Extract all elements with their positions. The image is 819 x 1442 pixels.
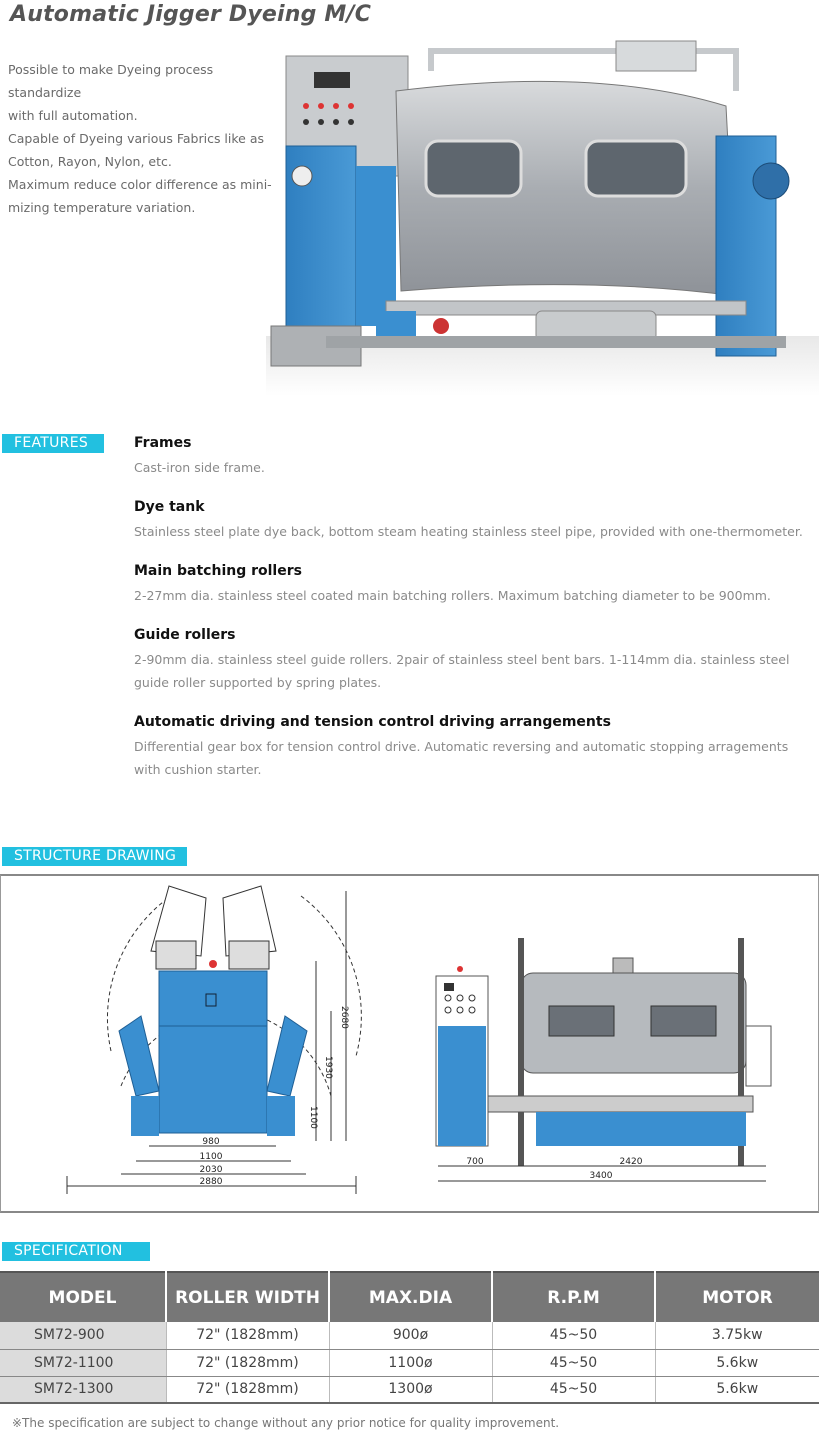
dim-label: 2880 <box>199 1177 223 1187</box>
feature-item <box>134 625 804 694</box>
col-header: ROLLER WIDTH <box>166 1272 329 1322</box>
spec-footnote: ※The specification are subject to change without any prior notice for quality improvement. <box>12 1416 560 1430</box>
structure-drawing <box>0 874 819 1213</box>
cell-motor: 3.75kw <box>655 1322 819 1349</box>
feature-desc: Differential gear box for tension control drive. Automatic reversing and automatic stopping arragements with cushion starter. <box>134 739 789 777</box>
cell-model: SM72-900 <box>0 1322 166 1349</box>
front-frame <box>159 971 267 1133</box>
feature-item <box>134 497 804 543</box>
cell-max-dia: 900ø <box>329 1322 492 1349</box>
structure-tag: STRUCTURE DRAWING <box>2 847 187 866</box>
table-row <box>0 1322 819 1349</box>
features-list <box>134 433 804 799</box>
feature-desc: 2-27mm dia. stainless steel coated main batching rollers. Maximum batching diameter to be 900mm. <box>134 588 771 603</box>
intro-line: mizing temperature variation. <box>8 200 196 215</box>
spec-table <box>0 1271 819 1404</box>
feature-title: Automatic driving and tension control driving arrangements <box>134 714 611 730</box>
dim-label: 1930 <box>323 1056 333 1079</box>
col-header: MAX.DIA <box>329 1272 492 1322</box>
dim-label: 2680 <box>339 1006 349 1029</box>
intro-text <box>8 58 278 219</box>
spec-header-row <box>0 1272 819 1322</box>
col-header: MODEL <box>0 1272 166 1322</box>
intro-line: with full automation. <box>8 108 138 123</box>
intro-line: Capable of Dyeing various Fabrics like as <box>8 131 264 146</box>
cell-max-dia: 1100ø <box>329 1349 492 1376</box>
dim-label: 1100 <box>308 1106 318 1129</box>
dim-label: 1100 <box>199 1152 223 1162</box>
cell-model: SM72-1300 <box>0 1376 166 1403</box>
dim-label: 700 <box>466 1157 484 1167</box>
machine-photo <box>266 36 819 396</box>
feature-desc: Cast-iron side frame. <box>134 460 265 475</box>
cell-motor: 5.6kw <box>655 1349 819 1376</box>
intro-line: Maximum reduce color difference as mini- <box>8 177 272 192</box>
feature-title: Dye tank <box>134 499 205 515</box>
feature-desc: 2-90mm dia. stainless steel guide rollers. 2pair of stainless steel bent bars. 1-114mm dia. stainless steel guide roller supported by spring plates. <box>134 652 790 690</box>
cell-rpm: 45~50 <box>492 1322 655 1349</box>
table-row <box>0 1349 819 1376</box>
intro-line: Possible to make Dyeing process standardize <box>8 62 214 100</box>
feature-desc: Stainless steel plate dye back, bottom steam heating stainless steel pipe, provided with one-thermometer. <box>134 524 803 539</box>
cell-max-dia: 1300ø <box>329 1376 492 1403</box>
side-view <box>436 938 771 1166</box>
intro-line: Cotton, Rayon, Nylon, etc. <box>8 154 172 169</box>
cell-roller-width: 72" (1828mm) <box>166 1322 329 1349</box>
cell-motor: 5.6kw <box>655 1376 819 1403</box>
feature-item <box>134 433 804 479</box>
feature-item <box>134 561 804 607</box>
feature-title: Guide rollers <box>134 627 236 643</box>
specification-tag: SPECIFICATION <box>2 1242 150 1261</box>
feature-title: Frames <box>134 435 192 451</box>
cell-roller-width: 72" (1828mm) <box>166 1349 329 1376</box>
cell-model: SM72-1100 <box>0 1349 166 1376</box>
feature-item <box>134 712 804 781</box>
dim-label: 3400 <box>589 1171 613 1181</box>
page-title: Automatic Jigger Dyeing M/C <box>10 2 372 27</box>
dim-label: 2420 <box>619 1157 643 1167</box>
dim-label: 980 <box>202 1137 220 1147</box>
structure-drawing-svg <box>1 876 818 1211</box>
table-row <box>0 1376 819 1403</box>
dim-label: 2030 <box>199 1165 223 1175</box>
feature-title: Main batching rollers <box>134 563 302 579</box>
cell-rpm: 45~50 <box>492 1376 655 1403</box>
col-header: R.P.M <box>492 1272 655 1322</box>
cell-rpm: 45~50 <box>492 1349 655 1376</box>
col-header: MOTOR <box>655 1272 819 1322</box>
features-tag: FEATURES <box>2 434 104 453</box>
cell-roller-width: 72" (1828mm) <box>166 1376 329 1403</box>
